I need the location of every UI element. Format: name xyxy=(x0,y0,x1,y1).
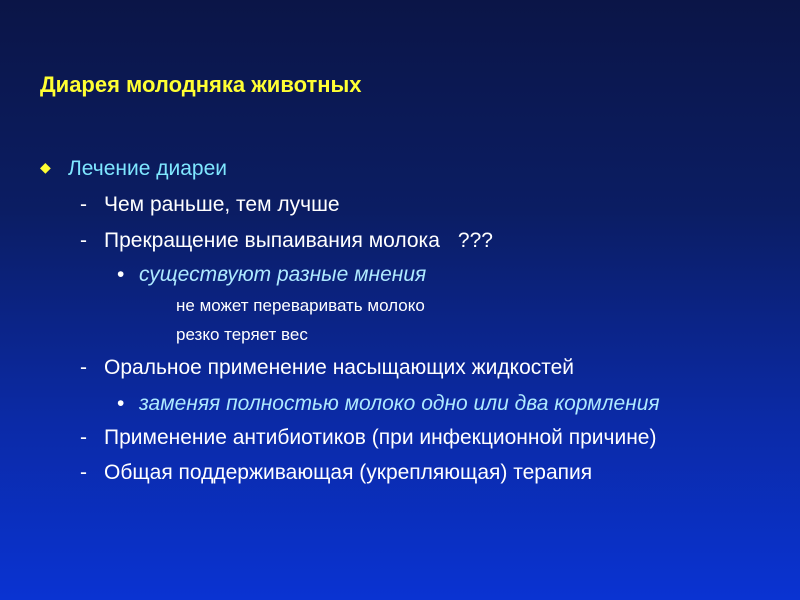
list-item-text: Чем раньше, тем лучше xyxy=(104,193,340,216)
list-item-oral-fluids xyxy=(80,356,574,380)
dash-marker: - xyxy=(80,461,87,484)
sub-sub-item-weight-loss xyxy=(176,325,308,345)
diamond-bullet-icon: ◆ xyxy=(40,159,51,175)
dash-marker: - xyxy=(80,193,87,216)
dot-bullet-icon: • xyxy=(117,392,125,415)
sub-item-different-opinions xyxy=(117,263,426,287)
list-item-earlier-better xyxy=(80,193,340,217)
list-item-antibiotics xyxy=(80,426,656,450)
list-item-text: Оральное применение насыщающих жидкостей xyxy=(104,356,575,379)
dash-marker: - xyxy=(80,426,87,449)
dot-bullet-icon: • xyxy=(117,263,125,286)
list-item-text: Прекращение выпаивания молока xyxy=(104,229,440,252)
sub-sub-item-cannot-digest xyxy=(176,296,425,316)
sub-item-replace-milk xyxy=(117,392,660,416)
question-marks: ??? xyxy=(457,229,493,252)
sub-sub-item-text: резко теряет вес xyxy=(176,325,308,344)
list-item-text: Применение антибиотиков (при инфекционной причине) xyxy=(104,426,657,449)
list-item-stop-milk xyxy=(80,229,493,253)
slide-title: Диарея молодняка животных xyxy=(40,72,362,97)
list-item-supportive-therapy xyxy=(80,461,592,485)
sub-item-text: заменяя полностью молоко одно или два кормления xyxy=(139,392,660,415)
dash-marker: - xyxy=(80,356,87,379)
sub-sub-item-text: не может переваривать молоко xyxy=(176,296,425,315)
list-item-text: Общая поддерживающая (укрепляющая) терапия xyxy=(104,461,593,484)
bullet-level1-treatment xyxy=(40,157,227,181)
dash-marker: - xyxy=(80,229,87,252)
bullet-level1-text: Лечение диареи xyxy=(68,157,227,180)
sub-item-text: существуют разные мнения xyxy=(139,263,427,286)
